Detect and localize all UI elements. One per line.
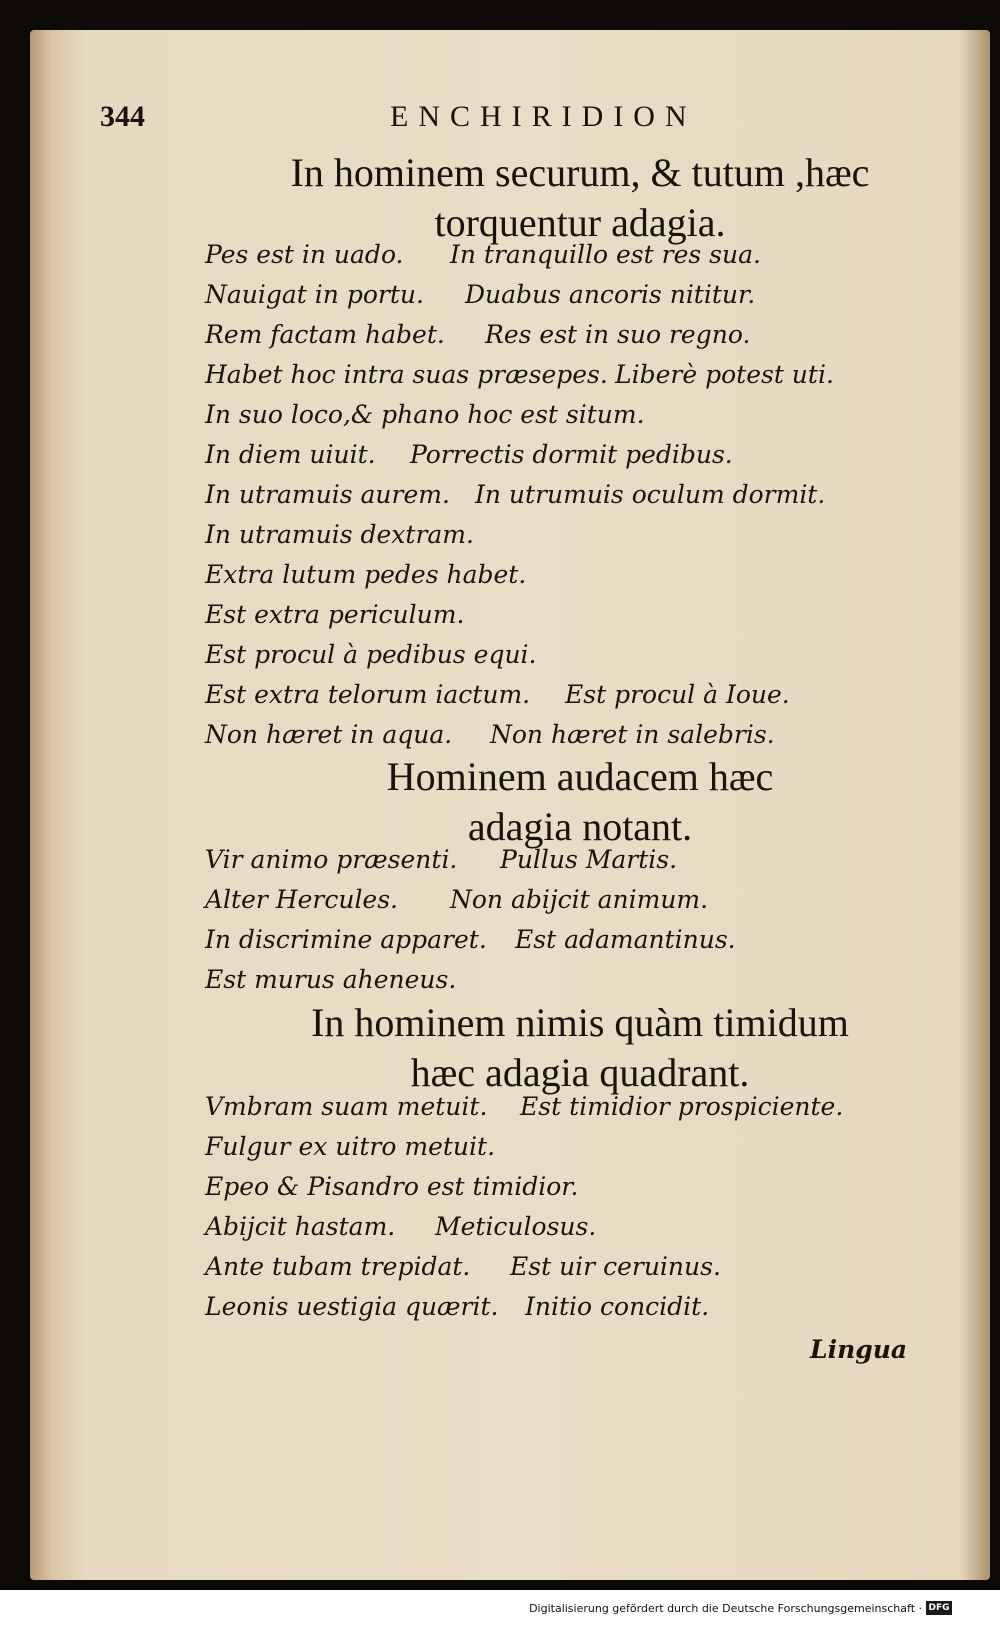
adage: Est murus aheneus.: [205, 965, 457, 994]
adage: Est adamantinus.: [515, 925, 736, 954]
adage-line: [205, 400, 965, 440]
adage: In utramuis dextram.: [205, 520, 474, 549]
adage-line: [205, 1092, 965, 1132]
adage: Pes est in uado.: [205, 240, 404, 269]
footer-credit: Digitalisierung gefördert durch die Deutsche Forschungsgemeinschaft ·: [529, 1602, 922, 1615]
section-heading-timid: [190, 998, 970, 1098]
adage-line: [205, 440, 965, 480]
adage: Pullus Martis.: [500, 845, 678, 874]
adage: Est extra telorum iactum.: [205, 680, 531, 709]
adage: In suo loco,& phano hoc est situm.: [205, 400, 645, 429]
adage-line: [205, 925, 965, 965]
adage-line: [205, 560, 965, 600]
adage-line: [205, 1132, 965, 1172]
adage: Alter Hercules.: [205, 885, 399, 914]
book-page: [30, 30, 990, 1580]
adage: Abijcit hastam.: [205, 1212, 396, 1241]
heading-line: Hominem audacem hæc: [386, 754, 774, 799]
adage: Vmbram suam metuit.: [205, 1092, 488, 1121]
adage: Est procul à Ioue.: [565, 680, 790, 709]
running-title: ENCHIRIDION: [390, 100, 697, 133]
adage: Leonis uestigia quærit.: [205, 1292, 499, 1321]
adage: Vir animo præsenti.: [205, 845, 458, 874]
dfg-logo-icon: DFG: [926, 1601, 952, 1615]
heading-line: hæc adagia quadrant.: [410, 1050, 750, 1095]
heading-line: torquentur adagia.: [434, 200, 726, 245]
adage: Porrectis dormit pedibus.: [410, 440, 733, 469]
adage: In tranquillo est res sua.: [450, 240, 761, 269]
adage-line: [205, 640, 965, 680]
adage-line: [205, 600, 965, 640]
adage: In utramuis aurem.: [205, 480, 450, 509]
adage-line: [205, 1212, 965, 1252]
adage: In utrumuis oculum dormit.: [475, 480, 826, 509]
adage: Ante tubam trepidat.: [205, 1252, 471, 1281]
adage: In discrimine apparet.: [205, 925, 487, 954]
heading-line: In hominem securum, & tutum ,hæc: [290, 150, 870, 195]
adage-line: [205, 680, 965, 720]
catchword: Lingua: [810, 1335, 908, 1364]
adage: Liberè potest uti.: [615, 360, 834, 389]
adage: Est extra periculum.: [205, 600, 465, 629]
adage: Extra lutum pedes habet.: [205, 560, 527, 589]
adage-line: [205, 1252, 965, 1292]
adage-line: [205, 885, 965, 925]
adage-line: [205, 520, 965, 560]
heading-line: In hominem nimis quàm timidum: [311, 1000, 849, 1045]
page-number: 344: [100, 100, 145, 133]
adage: Meticulosus.: [435, 1212, 597, 1241]
adage-line: [205, 1292, 965, 1332]
adage-line: [205, 480, 965, 520]
adage-line: [205, 360, 965, 400]
adage-line: [205, 1172, 965, 1212]
adage: Est timidior prospiciente.: [520, 1092, 844, 1121]
adage: Initio concidit.: [525, 1292, 710, 1321]
adage: Fulgur ex uitro metuit.: [205, 1132, 496, 1161]
adage: Non hæret in aqua.: [205, 720, 453, 749]
running-header: [30, 100, 990, 140]
adage: In diem uiuit.: [205, 440, 376, 469]
adage-line: [205, 240, 965, 280]
adage-line: [205, 320, 965, 360]
adage: Habet hoc intra suas præsepes.: [205, 360, 608, 389]
adage: Rem factam habet.: [205, 320, 445, 349]
adage: Est uir ceruinus.: [510, 1252, 721, 1281]
adage: Epeo & Pisandro est timidior.: [205, 1172, 579, 1201]
adage: Res est in suo regno.: [485, 320, 751, 349]
adage: Non abijcit animum.: [450, 885, 709, 914]
adage: Non hæret in salebris.: [490, 720, 775, 749]
adage-line: [205, 280, 965, 320]
adage: Duabus ancoris nititur.: [465, 280, 756, 309]
section-heading-bold: [190, 752, 970, 852]
adage-line: [205, 845, 965, 885]
adage: Est procul à pedibus equi.: [205, 640, 537, 669]
digitization-footer: [0, 1590, 1000, 1634]
adage: Nauigat in portu.: [205, 280, 424, 309]
heading-line: adagia notant.: [467, 804, 693, 849]
section-heading-secure: [190, 148, 970, 248]
